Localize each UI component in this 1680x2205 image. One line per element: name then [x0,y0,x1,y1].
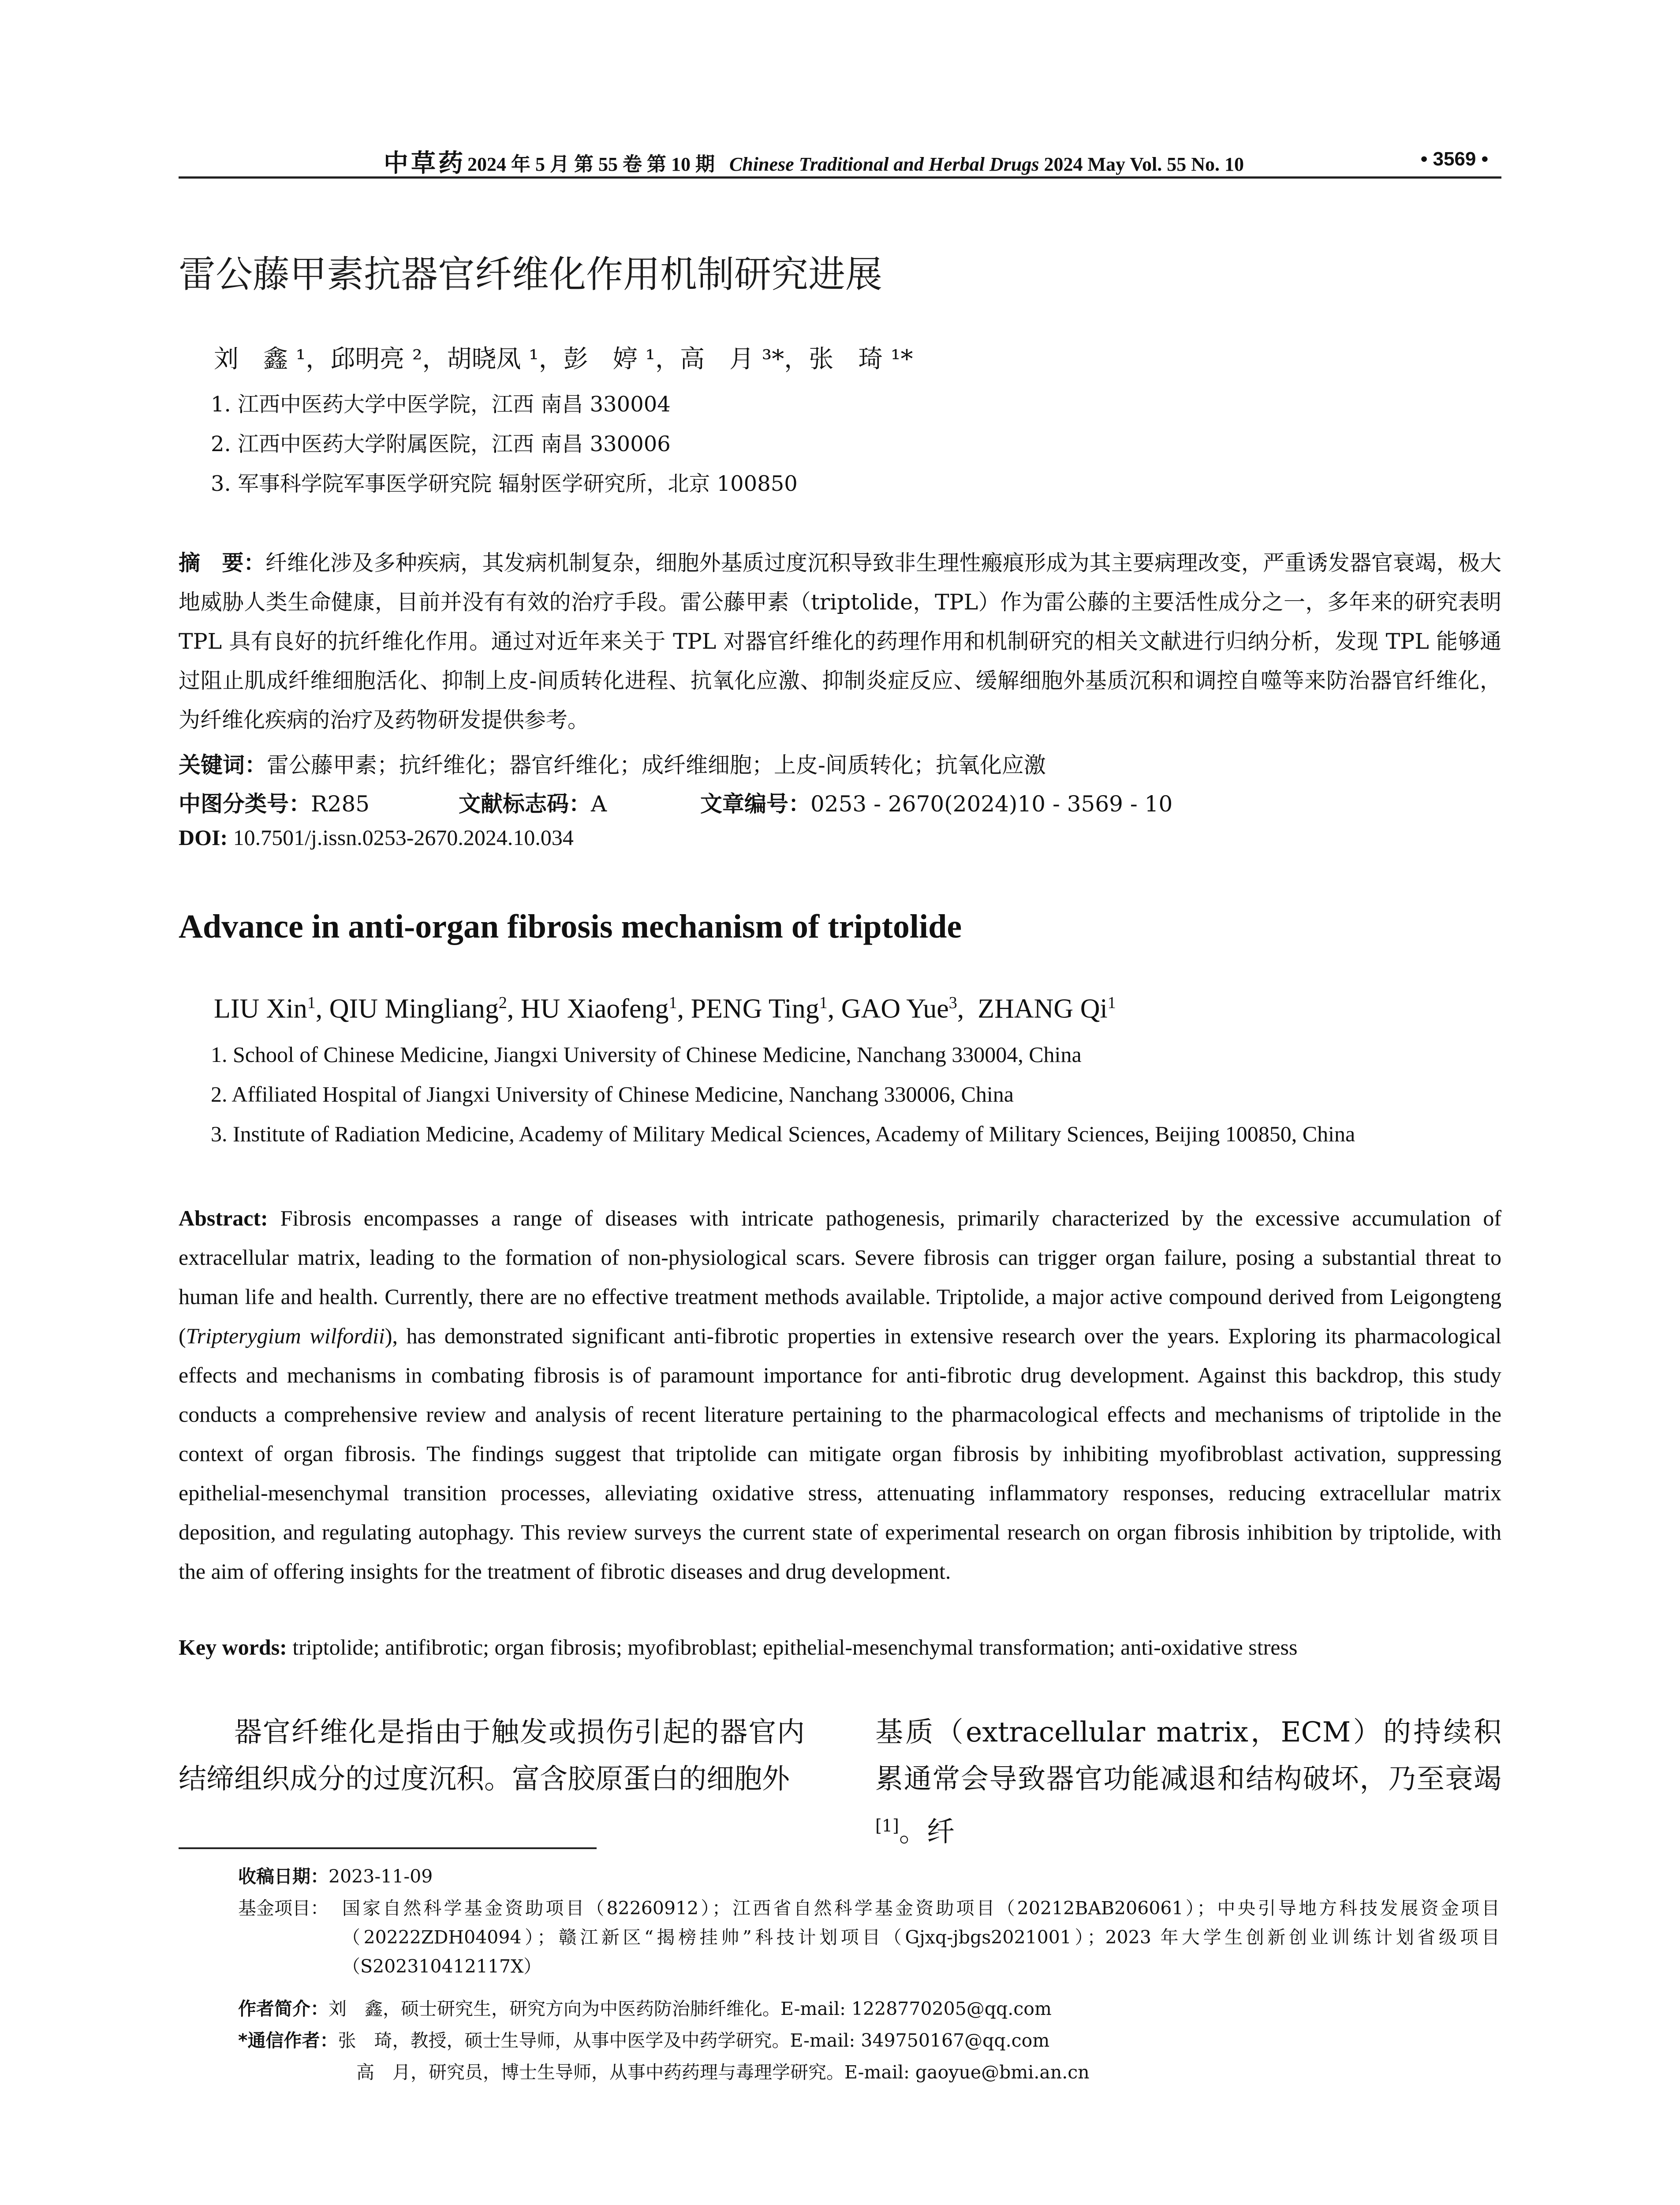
author-intro-label: 作者简介： [238,1998,329,2019]
english-affiliation-2: 2. Affiliated Hospital of Jiangxi University of Chinese Medicine, Nanchang 330006, China [211,1082,1014,1106]
author-name: QIU Mingliang [329,994,499,1024]
classification-row [179,786,370,818]
chinese-keywords-text: 雷公藤甲素；抗纤维化；器官纤维化；成纤维细胞；上皮-间质转化；抗氧化应激 [267,752,1046,778]
doc-code-label: 文献标志码： [459,791,591,817]
chinese-abstract-text: 纤维化涉及多种疾病，其发病机制复杂，细胞外基质过度沉积导致非生理性瘢痕形成为其主要病理改变，严重诱发器官衰竭，极大地威胁人类生命健康，目前并没有有效的治疗手段。雷公藤甲素（triptolide，TPL）作为雷公藤的主要活性成分之一，多年来的研究表明 TPL 具有良好的抗纤维化作用。通过对近年来关于 TPL 对器官纤维化的药理作用和机制研究的相关文献进行归纳分析，发现 TPL 能够通过阻止肌成纤维细胞活化、抑制上皮-间质转化进程、抗氧化应激、抑制炎症反应、缓解细胞外基质沉积和调控自噬等来防治器官纤维化，为纤维化疾病的治疗及药物研发提供参考。 [179,550,1501,733]
english-title: Advance in anti-organ fibrosis mechanism of triptolide [179,908,962,945]
footnote-fund-text: 国家自然科学基金资助项目（82260912）；江西省自然科学基金资助项目（20212BAB206061）；中央引导地方科技发展资金项目（20222ZDH04094）；赣江新区“揭榜挂帅”科技计划项目（Gjxq-jbgs2021001）；2023 年大学生创新创业训练计划省级项目（S202310412117X） [342,1898,1500,1977]
issue-info [467,148,1244,176]
body-column-right [875,1709,1501,1855]
english-abstract-label: Abstract: [179,1206,268,1230]
corresponding-author-1: 张 琦，教授，硕士生导师，从事中医学及中药学研究。E-mail: 349750167@qq.com [338,2030,1050,2051]
english-abstract-part-b: ), has demonstrated significant anti-fibrotic properties in extensive research over the years. Exploring its pharmacological effects and mechanisms in combating fibrosis is of paramount importance for anti-fibrotic drug development. Against this backdrop, this study conducts a comprehensive review and analysis of recent literature pertaining to the pharmacological effects and mechanisms of triptolide in the context of organ fibrosis. The findings suggest that triptolide can mitigate organ fibrosis by inhibiting myofibroblast activation, suppressing epithelial-mesenchymal transition processes, alleviating oxidative stress, attenuating inflammatory responses, reducing extracellular matrix deposition, and regulating autophagy. This review surveys the current state of experimental research on organ fibrosis inhibition by triptolide, with the aim of offering insights for the treatment of fibrotic diseases and drug development. [179,1323,1502,1584]
received-date: 2023-11-09 [329,1866,433,1887]
author-aff: 2 [498,994,507,1012]
author-aff: 1 [668,994,677,1012]
doc-code-row [459,786,607,818]
author-aff: 3 [948,994,957,1012]
author-name: PENG Ting [691,994,819,1024]
citation-ref: [1] [875,1816,899,1835]
journal-brand: 中草药 [384,149,466,178]
chinese-affiliation-3: 3. 军事科学院军事医学研究院 辐射医学研究所，北京 100850 [211,471,798,496]
corresponding-label: *通信作者： [238,2030,338,2051]
doi-row [179,825,574,850]
received-label: 收稿日期： [238,1866,329,1887]
clc-value: R285 [311,791,370,817]
footnote-received [238,1862,433,1891]
issue-cn: 2024 年 5 月 第 55 卷 第 10 期 [467,153,715,175]
running-header [179,140,1501,176]
corresponding-author-2: 高 月，研究员，博士生导师，从事中药药理与毒理学研究。E-mail: gaoyue@bmi.an.cn [356,2062,1090,2083]
clc-label: 中图分类号： [179,791,311,817]
english-abstract [179,1199,1501,1591]
author-aff: 1 [307,994,316,1012]
chinese-affiliation-1: 1. 江西中医药大学中医学院，江西 南昌 330004 [211,392,671,417]
author-name: LIU Xin [214,994,307,1024]
footnote-author [238,1994,1052,2023]
english-authors: LIU Xin$^1$, QIU Mingliang$^2$, HU Xiaofeng$^1$, PENG Ting$^1$, GAO Yue$^3$, ZHANG Qi$^1$ [214,994,1116,1024]
english-affiliation-3: 3. Institute of Radiation Medicine, Academy of Military Medical Sciences, Academy of Military Sciences, Beijing 100850, China [211,1121,1355,1146]
chinese-affiliation-2: 2. 江西中医药大学附属医院，江西 南昌 330006 [211,432,671,456]
issue-en: 2024 May Vol. 55 No. 10 [1044,153,1244,175]
footnote-rule [179,1847,597,1849]
chinese-title: 雷公藤甲素抗器官纤维化作用机制研究进展 [179,253,883,296]
doc-code-value: A [591,791,607,817]
chinese-abstract-label: 摘 要： [179,550,265,576]
chinese-abstract [179,543,1501,740]
footnote-corresponding [238,2026,1049,2055]
author-aff: 1 [1107,994,1116,1012]
author-name: ZHANG Qi [978,994,1108,1024]
english-abstract-part-a: Fibrosis encompasses a range of diseases with intricate pathogenesis, primarily characterized by the excessive accumulation of extracellular matrix, leading to the formation of non-physiological scars. Severe fibrosis can trigger organ failure, posing a substantial threat to human life and health. Currently, there are no effective treatment methods available. Triptolide, a major active compound derived from Leigongteng ( [179,1206,1502,1348]
author-name: GAO Yue [841,994,949,1024]
english-affiliation-1: 1. School of Chinese Medicine, Jiangxi University of Chinese Medicine, Nanchang 330004, China [211,1042,1082,1067]
doi-label: DOI: [179,825,228,850]
header-rule [179,176,1501,179]
chinese-keywords [179,747,1046,779]
species-name: Tripterygium wilfordii [186,1323,385,1348]
doi-value: 10.7501/j.issn.0253-2670.2024.10.034 [233,825,574,850]
author-aff: 1 [819,994,828,1012]
page-number: • 3569 • [1420,148,1488,170]
chinese-keywords-label: 关键词： [179,752,267,778]
article-no-label: 文章编号： [700,791,810,817]
body-right-text-b: 。纤 [899,1816,955,1848]
journal-name-en: Chinese Traditional and Herbal Drugs [729,153,1039,175]
english-keywords-label: Key words: [179,1635,287,1659]
author-name: HU Xiaofeng [520,994,669,1024]
article-no-row [700,786,1172,818]
chinese-authors: 刘 鑫 ¹，邱明亮 ²，胡晓凤 ¹，彭 婷 ¹，高 月 ³*，张 琦 ¹* [214,345,913,374]
footnote-fund-label: 基金项目： [238,1898,329,1919]
body-right-text-a: 基质（extracellular matrix，ECM）的持续积累通常会导致器官功能减退和结构破坏，乃至衰竭 [875,1716,1501,1795]
body-column-left: 器官纤维化是指由于触发或损伤引起的器官内结缔组织成分的过度沉积。富含胶原蛋白的细胞外 [179,1716,805,1795]
article-no-value: 0253 - 2670(2024)10 - 3569 - 10 [810,791,1173,817]
author-intro-text: 刘 鑫，硕士研究生，研究方向为中医药防治肺纤维化。E-mail: 1228770205@qq.com [329,1998,1052,2019]
english-keywords [179,1634,1297,1660]
english-keywords-text: triptolide; antifibrotic; organ fibrosis; myofibroblast; epithelial-mesenchymal transformation; anti-oxidative stress [292,1635,1298,1659]
